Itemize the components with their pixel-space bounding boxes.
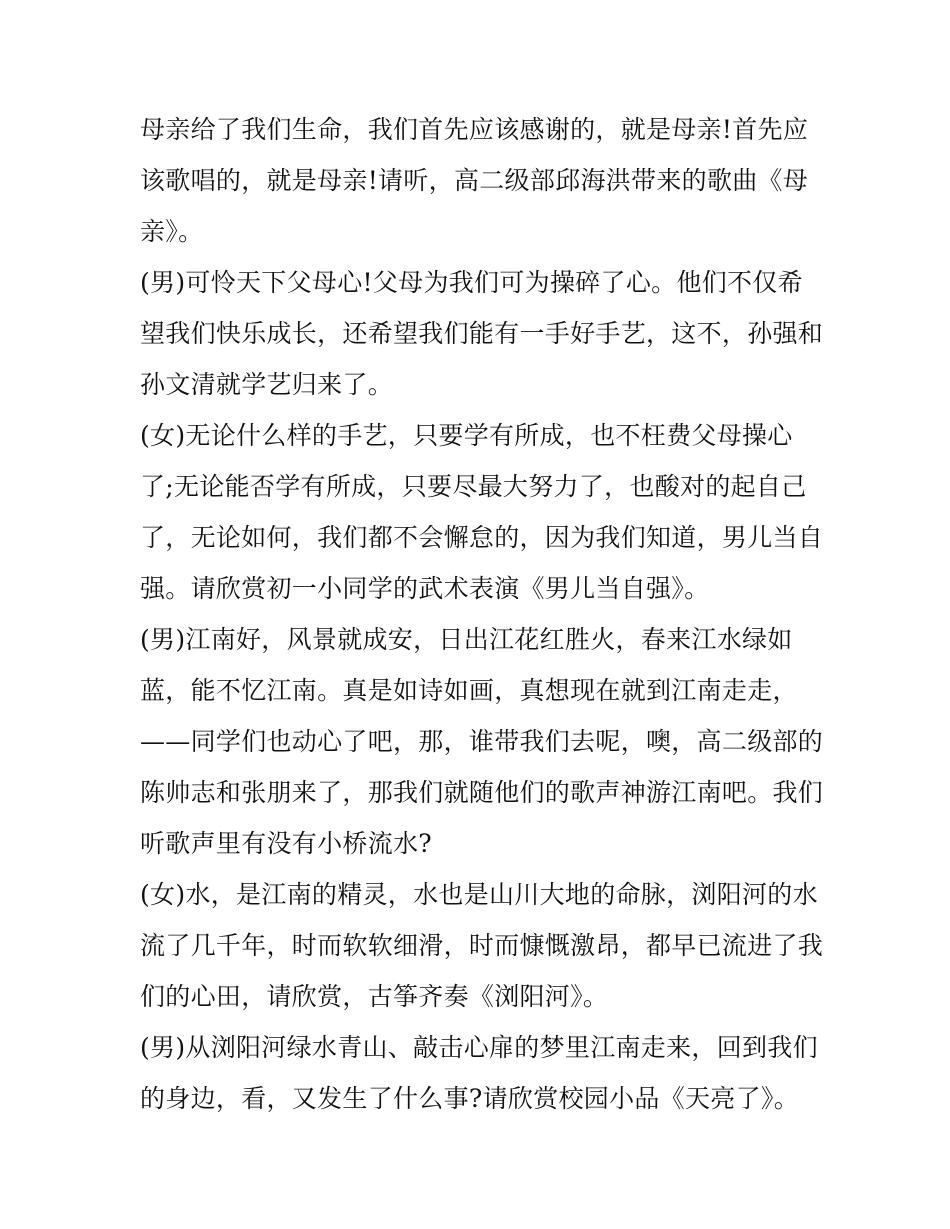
text-line: (男)从浏阳河绿水青山、敲击心扉的梦里江南走来，回到我们 — [140, 1033, 818, 1062]
text-line: 望我们快乐成长，还希望我们能有一手好手艺，这不，孙强和 — [140, 319, 824, 348]
text-line: (女)水，是江南的精灵，水也是山川大地的命脉，浏阳河的水 — [140, 880, 818, 909]
text-line: 听歌声里有没有小桥流水? — [140, 829, 433, 858]
text-line: (男)江南好，风景就成安，日出江花红胜火，春来江水绿如 — [140, 625, 793, 654]
text-line: 流了几千年，时而软软细滑，时而慷慨激昂，都早已流进了我 — [140, 931, 824, 960]
text-line: 强。请欣赏初一小同学的武术表演《男儿当自强》。 — [140, 574, 710, 603]
text-line: 陈帅志和张朋来了，那我们就随他们的歌声神游江南吧。我们 — [140, 778, 824, 807]
text-line: 了，无论如何，我们都不会懈怠的，因为我们知道，男儿当自 — [140, 523, 824, 552]
text-line: 母亲给了我们生命，我们首先应该感谢的，就是母亲!首先应 — [140, 115, 809, 144]
text-line: ——同学们也动心了吧，那，谁带我们去呢，噢，高二级部的 — [140, 727, 824, 756]
text-line: 的身边，看，又发生了什么事?请欣赏校园小品《天亮了》。 — [140, 1084, 800, 1113]
text-line: (男)可怜天下父母心!父母为我们可为操碎了心。他们不仅希 — [140, 268, 803, 297]
text-line: 该歌唱的，就是母亲!请听，高二级部邱海洪带来的歌曲《母 — [140, 166, 809, 195]
text-line: 们的心田，请欣赏，古筝齐奏《浏阳河》。 — [140, 982, 609, 1011]
text-line: 蓝，能不忆江南。真是如诗如画，真想现在就到江南走走， — [140, 676, 798, 705]
text-line: 了;无论能否学有所成，只要尽最大努力了，也酸对的起自己 — [140, 472, 807, 501]
document-body — [140, 104, 840, 1124]
text-line: (女)无论什么样的手艺，只要学有所成，也不枉费父母操心 — [140, 421, 793, 450]
text-line: 孙文清就学艺归来了。 — [140, 370, 394, 399]
text-line: 亲》。 — [140, 217, 204, 246]
